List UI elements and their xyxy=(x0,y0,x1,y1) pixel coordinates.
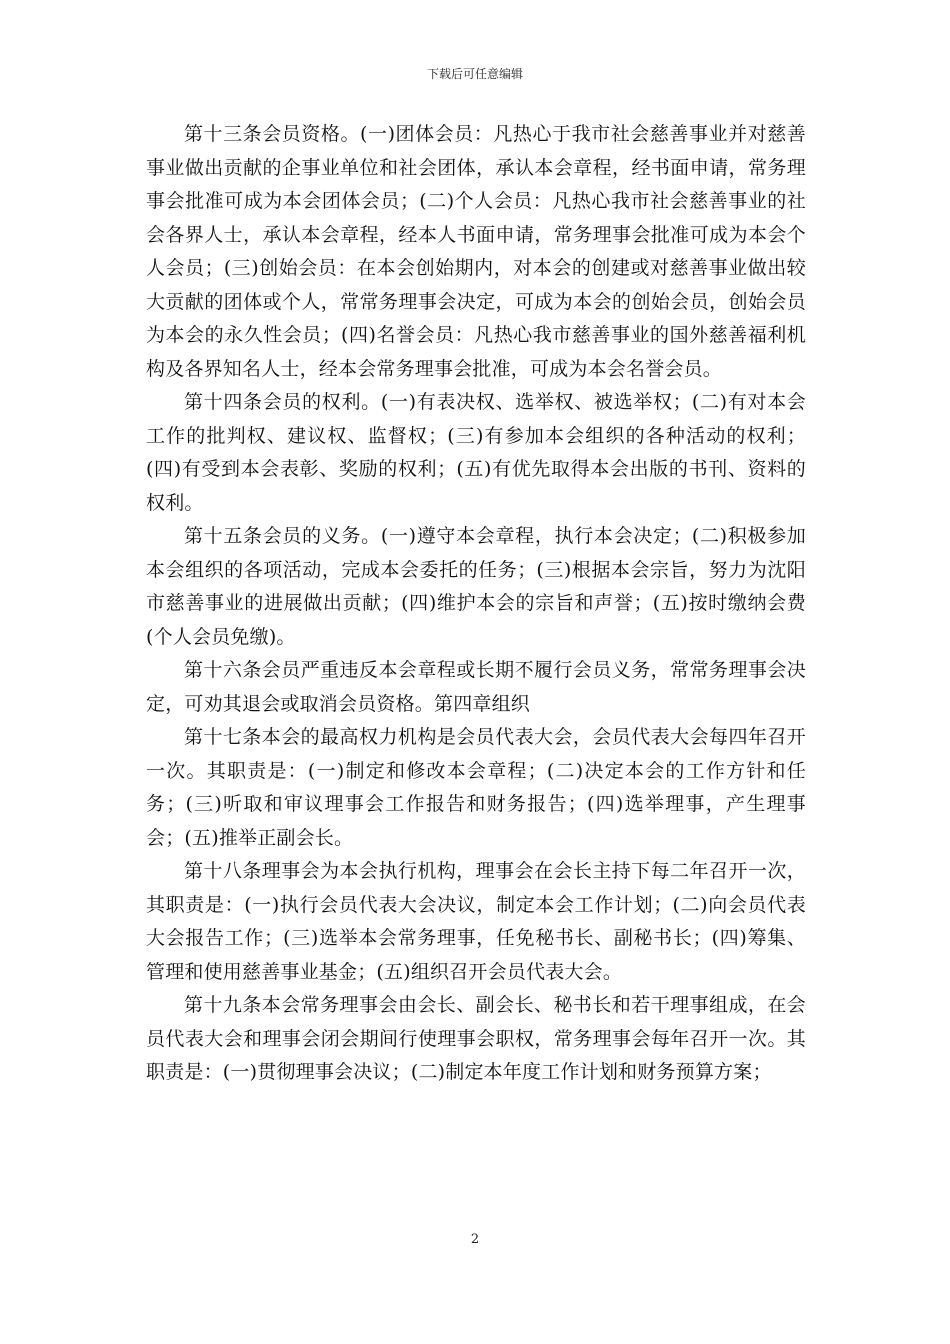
article-17-paragraph: 第十七条本会的最高权力机构是会员代表大会，会员代表大会每四年召开一次。其职责是：(一)制定和修改本会章程；(二)决定本会的工作方针和任务；(三)听取和审议理事会工作报告和财务报告；(四)选举理事，产生理事会；(五)推举正副会长。 xyxy=(146,726,806,849)
page-number: 2 xyxy=(470,1232,480,1247)
article-13-paragraph: 第十三条会员资格。(一)团体会员：凡热心于我市社会慈善事业并对慈善事业做出贡献的企事业单位和社会团体，承认本会章程，经书面申请，常务理事会批准可成为本会团体会员；(二)个人会员：凡热心我市社会慈善事业的社会各界人士，承认本会章程，经本人书面申请，常务理事会批准可成为本会个人会员；(三)创始会员：在本会创始期内，对本会的创建或对慈善事业做出较大贡献的团体或个人，常常务理事会决定，可成为本会的创始会员，创始会员为本会的永久性会员；(四)名誉会员：凡热心我市慈善事业的国外慈善福利机构及各界知名人士，经本会常务理事会批准，可成为本会名誉会员。 xyxy=(146,123,806,380)
article-19-paragraph: 第十九条本会常务理事会由会长、副会长、秘书长和若干理事组成，在会员代表大会和理事会闭会期间行使理事会职权，常务理事会每年召开一次。其职责是：(一)贯彻理事会决议；(二)制定本年度工作计划和财务预算方案； xyxy=(146,994,806,1083)
article-18-paragraph: 第十八条理事会为本会执行机构，理事会在会长主持下每二年召开一次，其职责是：(一)执行会员代表大会决议，制定本会工作计划；(二)向会员代表大会报告工作；(三)选举本会常务理事，任免秘书长、副秘书长；(四)筹集、管理和使用慈善事业基金；(五)组织召开会员代表大会。 xyxy=(146,860,806,983)
document-body xyxy=(146,118,806,1090)
article-15-paragraph: 第十五条会员的义务。(一)遵守本会章程，执行本会决定；(二)积极参加本会组织的各项活动，完成本会委托的任务；(三)根据本会宗旨，努力为沈阳市慈善事业的进展做出贡献；(四)维护本会的宗旨和声誉；(五)按时缴纳会费(个人会员免缴)。 xyxy=(146,525,806,648)
page-header: 下载后可任意编辑 xyxy=(426,67,523,81)
article-16-paragraph: 第十六条会员严重违反本会章程或长期不履行会员义务，常常务理事会决定，可劝其退会或取消会员资格。第四章组织 xyxy=(146,659,806,715)
article-14-paragraph: 第十四条会员的权利。(一)有表决权、选举权、被选举权；(二)有对本会工作的批判权、建议权、监督权；(三)有参加本会组织的各种活动的权利；(四)有受到本会表彰、奖励的权利；(五)有优先取得本会出版的书刊、资料的权利。 xyxy=(146,391,806,514)
